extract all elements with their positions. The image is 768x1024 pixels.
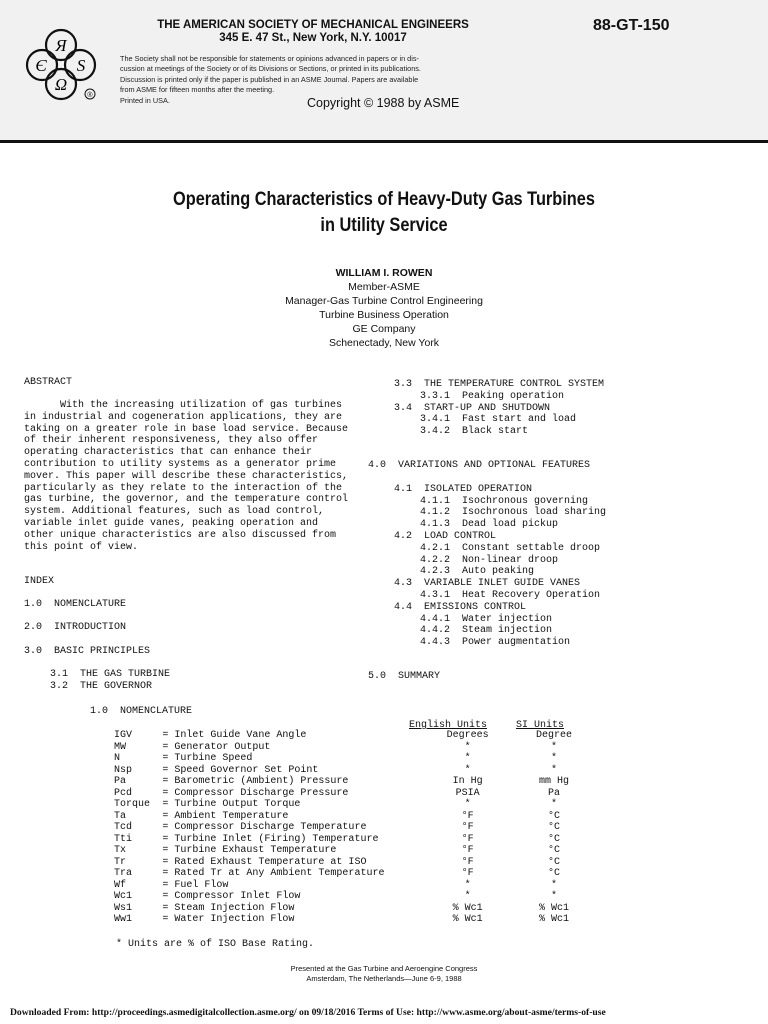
definition-cell: = Inlet Guide Vane Angle — [162, 730, 307, 741]
affiliation-line: Schenectady, New York — [328, 337, 440, 349]
table-row — [114, 891, 594, 903]
index-entry: 3.2 THE GOVERNOR — [50, 680, 153, 692]
symbol-cell: Wc1 — [114, 891, 133, 902]
society-heading — [148, 19, 478, 45]
english-units-heading: English Units — [408, 720, 487, 731]
symbol-cell: Wf — [114, 879, 127, 891]
definition-cell: = Steam Injection Flow — [162, 902, 295, 914]
asme-logo — [22, 28, 100, 102]
disclaimer-line: Printed in USA. — [120, 95, 170, 105]
definition-cell: = Compressor Discharge Temperature — [162, 822, 367, 833]
society-name: THE AMERICAN SOCIETY OF MECHANICAL ENGINEERS — [157, 19, 469, 31]
si-units-heading: SI Units — [515, 720, 564, 731]
si-unit-cell: * — [550, 741, 557, 753]
symbol-cell: N — [114, 753, 121, 764]
symbol-cell: Tr — [114, 856, 127, 868]
copyright: Copyright © 1988 by ASME — [307, 96, 460, 110]
si-unit-cell: °C — [547, 822, 560, 833]
index-entry: 4.2.3 Auto peaking — [420, 566, 535, 578]
index-entry: 4.2 LOAD CONTROL — [394, 530, 497, 542]
index-entry: 4.1.1 Isochronous governing — [420, 495, 589, 507]
si-unit-cell: * — [550, 891, 557, 902]
definition-cell: = Water Injection Flow — [162, 914, 295, 925]
si-unit-cell: * — [550, 879, 557, 891]
affiliation-line: Member-ASME — [348, 281, 420, 293]
index-entry: 4.3.1 Heat Recovery Operation — [420, 589, 601, 601]
logo-letter: Я — [55, 36, 67, 55]
disclaimer-line: Discussion is printed only if the paper is published in an ASME Journal. Papers are available — [120, 74, 419, 84]
symbol-cell: Pcd — [114, 787, 133, 799]
presented-line: Amsterdam, The Netherlands—June 6-9, 1988 — [306, 974, 462, 983]
si-unit-cell: * — [550, 753, 557, 764]
si-unit-cell: * — [550, 764, 557, 776]
table-row — [114, 753, 594, 765]
definition-cell: = Turbine Output Torque — [162, 799, 301, 810]
definition-cell: = Generator Output — [162, 741, 271, 753]
si-unit-cell: °C — [547, 868, 560, 879]
english-unit-cell: * — [464, 799, 471, 810]
symbol-cell: MW — [114, 741, 127, 753]
table-row — [114, 822, 594, 834]
index-entry: 4.0 VARIATIONS AND OPTIONAL FEATURES — [368, 459, 591, 471]
table-row — [114, 776, 594, 788]
english-unit-cell: PSIA — [455, 787, 480, 799]
definition-cell: = Compressor Discharge Pressure — [162, 787, 349, 799]
author-block — [180, 266, 588, 350]
index-entry: 4.2.1 Constant settable droop — [420, 542, 601, 554]
logo-letter: Є — [35, 56, 47, 75]
header-rule — [0, 140, 768, 143]
index-entry: 3.3.1 Peaking operation — [420, 390, 565, 402]
index-entry: 4.4.1 Water injection — [420, 613, 553, 625]
table-row — [114, 742, 594, 754]
si-unit-cell: °C — [547, 856, 560, 868]
symbol-cell: Pa — [114, 776, 127, 787]
index-entry: 4.1 ISOLATED OPERATION — [394, 483, 533, 495]
abstract-heading: ABSTRACT — [24, 377, 73, 388]
table-row — [114, 765, 594, 777]
si-unit-cell: Pa — [547, 787, 560, 799]
index-entry: 3.4 START-UP AND SHUTDOWN — [394, 402, 551, 414]
si-unit-cell: % Wc1 — [538, 914, 569, 925]
si-unit-cell: % Wc1 — [538, 902, 569, 914]
index-entry: 4.1.2 Isochronous load sharing — [420, 507, 607, 519]
english-unit-cell: * — [464, 741, 471, 753]
index-entry: 2.0 INTRODUCTION — [24, 622, 127, 634]
symbol-cell: Ws1 — [114, 902, 133, 914]
index-entry: 4.3 VARIABLE INLET GUIDE VANES — [394, 578, 581, 590]
index-entry: 4.4 EMISSIONS CONTROL — [394, 601, 527, 613]
index-entry: 3.3 THE TEMPERATURE CONTROL SYSTEM — [394, 379, 605, 390]
presented-note — [200, 964, 568, 984]
title-line: Operating Characteristics of Heavy-Duty Gas Turbines — [173, 189, 595, 210]
table-row — [114, 788, 594, 800]
definition-cell: = Rated Tr at Any Ambient Temperature — [162, 868, 385, 879]
table-row — [114, 880, 594, 892]
table-row — [114, 857, 594, 869]
table-row — [114, 834, 594, 846]
english-unit-cell: °F — [461, 845, 474, 856]
index-entry: 4.1.3 Dead load pickup — [420, 519, 559, 531]
logo-letter: ® — [87, 92, 93, 99]
table-row — [114, 845, 594, 857]
symbol-cell: Ta — [114, 810, 127, 822]
index-right-column — [368, 379, 606, 695]
title-line: in Utility Service — [320, 215, 448, 236]
index-entry: 3.0 BASIC PRINCIPLES — [24, 645, 151, 657]
abstract-body — [24, 400, 354, 553]
index-entry: 4.4.2 Steam injection — [420, 625, 553, 637]
si-unit-cell: °C — [547, 833, 560, 845]
table-row — [114, 730, 594, 742]
english-unit-cell: °F — [461, 833, 474, 845]
nomenclature-heading: 1.0 NOMENCLATURE — [90, 706, 193, 717]
index-heading: INDEX — [24, 576, 55, 587]
english-unit-cell: °F — [461, 868, 474, 879]
symbol-cell: Tx — [114, 845, 127, 856]
logo-letter: S — [76, 56, 86, 75]
paper-title — [123, 187, 646, 239]
index-entry: 3.4.2 Black start — [420, 426, 529, 438]
english-unit-cell: % Wc1 — [452, 902, 483, 914]
definition-cell: = Fuel Flow — [162, 879, 229, 891]
english-unit-cell: Degrees — [446, 730, 489, 741]
index-entry: 4.4.3 Power augmentation — [420, 637, 571, 649]
nomenclature-footnote: * Units are % of ISO Base Rating. — [116, 939, 315, 950]
english-unit-cell: °F — [461, 810, 474, 822]
english-unit-cell: * — [464, 879, 471, 891]
affiliation-line: Manager-Gas Turbine Control Engineering — [285, 295, 483, 307]
symbol-cell: Tcd — [114, 822, 133, 833]
definition-cell: = Barometric (Ambient) Pressure — [162, 776, 349, 787]
logo-letter: Ω — [54, 75, 68, 94]
table-row — [114, 799, 594, 811]
presented-line: Presented at the Gas Turbine and Aeroengine Congress — [290, 964, 478, 973]
english-unit-cell: °F — [461, 856, 474, 868]
si-unit-cell: * — [550, 799, 557, 810]
affiliation-line: Turbine Business Operation — [319, 309, 449, 321]
si-unit-cell: mm Hg — [538, 776, 569, 787]
disclaimer-line: The Society shall not be responsible for statements or opinions advanced in papers or in dis- — [120, 54, 419, 63]
affiliation-line: GE Company — [352, 323, 416, 335]
definition-cell: = Ambient Temperature — [162, 810, 289, 822]
nomenclature-table — [114, 730, 594, 926]
definition-cell: = Speed Governor Set Point — [162, 764, 319, 776]
si-unit-cell: °C — [547, 810, 560, 822]
definition-cell: = Rated Exhaust Temperature at ISO — [162, 856, 367, 868]
symbol-cell: Torque — [114, 799, 151, 810]
english-unit-cell: * — [464, 891, 471, 902]
index-entry: 4.2.2 Non-linear droop — [420, 554, 559, 566]
index-left-column — [24, 599, 170, 692]
english-unit-cell: * — [464, 753, 471, 764]
si-unit-cell: °C — [547, 845, 560, 856]
table-row — [114, 914, 594, 926]
society-address: 345 E. 47 St., New York, N.Y. 10017 — [219, 32, 407, 44]
symbol-cell: Ww1 — [114, 914, 133, 925]
paper-number: 88-GT-150 — [593, 17, 670, 34]
disclaimer-line: from ASME for fifteen months after the meeting. — [120, 85, 275, 95]
author-name: WILLIAM I. ROWEN — [335, 267, 433, 279]
english-unit-cell: % Wc1 — [452, 914, 483, 925]
symbol-cell: Nsp — [114, 764, 133, 776]
si-unit-cell: Degree — [535, 730, 572, 741]
author-affiliation — [180, 280, 588, 350]
definition-cell: = Compressor Inlet Flow — [162, 891, 301, 902]
symbol-cell: IGV — [114, 730, 133, 741]
english-unit-cell: In Hg — [452, 776, 483, 787]
index-entry: 5.0 SUMMARY — [368, 670, 441, 682]
definition-cell: = Turbine Inlet (Firing) Temperature — [162, 833, 379, 845]
definition-cell: = Turbine Speed — [162, 753, 253, 764]
definition-cell: = Turbine Exhaust Temperature — [162, 845, 337, 856]
english-unit-cell: * — [464, 764, 471, 776]
download-notice: Downloaded From: http://proceedings.asmedigitalcollection.asme.org/ on 09/18/2016 Terms of Use: http://www.asme.org/about-asme/terms-of-use — [10, 1007, 606, 1018]
table-row — [114, 868, 594, 880]
disclaimer-line: cussion at meetings of the Society or of its Divisions or Sections, or printed in its publications. — [120, 64, 421, 74]
english-unit-cell: °F — [461, 822, 474, 833]
index-entry: 1.0 NOMENCLATURE — [24, 599, 127, 610]
abstract-text: With the increasing utilization of gas turbines in industrial and cogeneration applications, they are taking on a greater role in base load service. Because of their inherent responsiveness, they also offer operating characteristics that can enhance their contribution to utility systems as a generator prime mover. This paper will describe these characteristics, particularly as they relate to the interaction of the gas turbine, the governor, and the temperature control system. Additional features, such as load control, variable inlet guide vanes, peaking operation and other unique characteristics are also discussed from this point of view. — [24, 400, 349, 553]
table-row — [114, 903, 594, 915]
symbol-cell: Tti — [114, 833, 133, 845]
symbol-cell: Tra — [114, 868, 133, 879]
index-entry: 3.1 THE GAS TURBINE — [50, 668, 171, 680]
index-entry: 3.4.1 Fast start and load — [420, 414, 577, 426]
table-row — [114, 811, 594, 823]
